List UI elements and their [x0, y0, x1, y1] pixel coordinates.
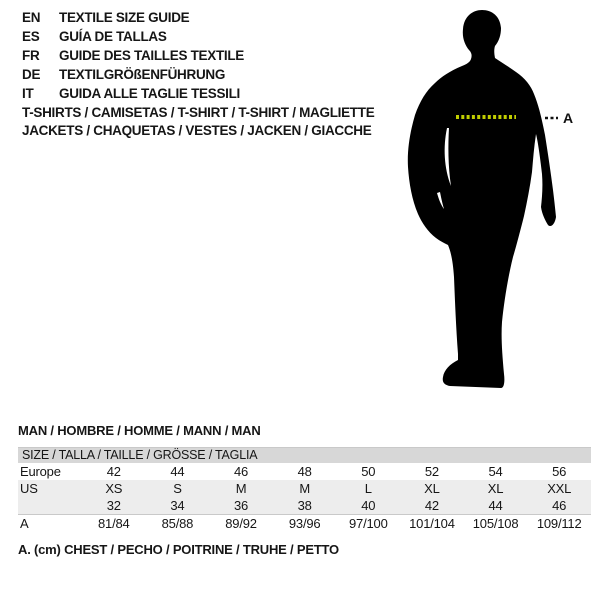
table-cell: 93/96	[288, 516, 321, 531]
table-cell: L	[364, 481, 372, 496]
category-line: T-SHIRTS / CAMISETAS / T-SHIRT / T-SHIRT / MAGLIETTE	[22, 105, 375, 120]
table-cell: 101/104	[409, 516, 455, 531]
table-row	[18, 514, 591, 532]
table-cell: 44	[170, 464, 185, 479]
table-cell: 48	[297, 464, 312, 479]
chest-line-label: A	[563, 110, 574, 126]
man-silhouette-svg	[398, 2, 594, 394]
language-code: DE	[22, 67, 41, 82]
language-row	[22, 65, 244, 84]
language-code: IT	[22, 86, 34, 101]
language-code: ES	[22, 29, 40, 44]
language-label: GUIDE DES TAILLES TEXTILE	[59, 48, 245, 63]
section-title: MAN / HOMBRE / HOMME / MANN / MAN	[18, 423, 261, 438]
row-label: US	[20, 481, 38, 496]
table-cell: 85/88	[161, 516, 194, 531]
language-label: GUÍA DE TALLAS	[59, 29, 167, 44]
row-label: Europe	[20, 464, 61, 479]
language-row	[22, 46, 244, 65]
row-label: A	[20, 516, 29, 531]
table-cell: XL	[487, 481, 504, 496]
table-cell: 40	[361, 498, 376, 513]
man-silhouette-shape	[408, 10, 556, 388]
table-cell: 42	[424, 498, 439, 513]
table-cell: 36	[234, 498, 249, 513]
table-cell: 42	[106, 464, 121, 479]
table-row	[18, 480, 591, 497]
language-code: FR	[22, 48, 40, 63]
table-cell: S	[173, 481, 182, 496]
language-row	[22, 84, 244, 103]
table-cell: 81/84	[98, 516, 130, 531]
table-cell: 34	[170, 498, 185, 513]
language-label: TEXTILGRÖßENFÜHRUNG	[59, 67, 226, 82]
table-cell: 89/92	[225, 516, 257, 531]
language-code: EN	[22, 10, 41, 25]
table-cell: 46	[552, 498, 567, 513]
table-cell: 32	[106, 498, 121, 513]
category-line: JACKETS / CHAQUETAS / VESTES / JACKEN / GIACCHE	[22, 123, 372, 138]
table-cell: 38	[297, 498, 312, 513]
language-row	[22, 8, 244, 27]
measurement-note: A. (cm) CHEST / PECHO / POITRINE / TRUHE / PETTO	[18, 542, 339, 557]
table-cell: 97/100	[349, 516, 388, 531]
table-cell: M	[299, 481, 310, 496]
table-cell: 52	[424, 464, 439, 479]
table-row	[18, 463, 591, 480]
table-cell: XS	[105, 481, 123, 496]
table-cell: XXL	[547, 481, 572, 496]
language-list	[22, 8, 244, 103]
size-table	[18, 447, 591, 532]
table-cell: 44	[488, 498, 503, 513]
table-cell: M	[235, 481, 247, 496]
table-cell: 105/108	[472, 516, 519, 531]
language-label: TEXTILE SIZE GUIDE	[59, 10, 190, 25]
category-list	[22, 104, 374, 140]
table-cell: 109/112	[536, 516, 582, 531]
table-cell: 56	[552, 464, 567, 479]
table-row	[18, 497, 591, 514]
language-row	[22, 27, 244, 46]
table-cell: 46	[234, 464, 249, 479]
language-label: GUIDA ALLE TAGLIE TESSILI	[59, 86, 240, 101]
table-cell: XL	[424, 481, 440, 496]
table-cell: 54	[488, 464, 503, 479]
size-table-header: SIZE / TALLA / TAILLE / GRÖSSE / TAGLIA	[18, 448, 591, 463]
man-figure	[398, 2, 594, 394]
table-cell: 50	[361, 464, 376, 479]
size-table-body	[18, 463, 591, 532]
